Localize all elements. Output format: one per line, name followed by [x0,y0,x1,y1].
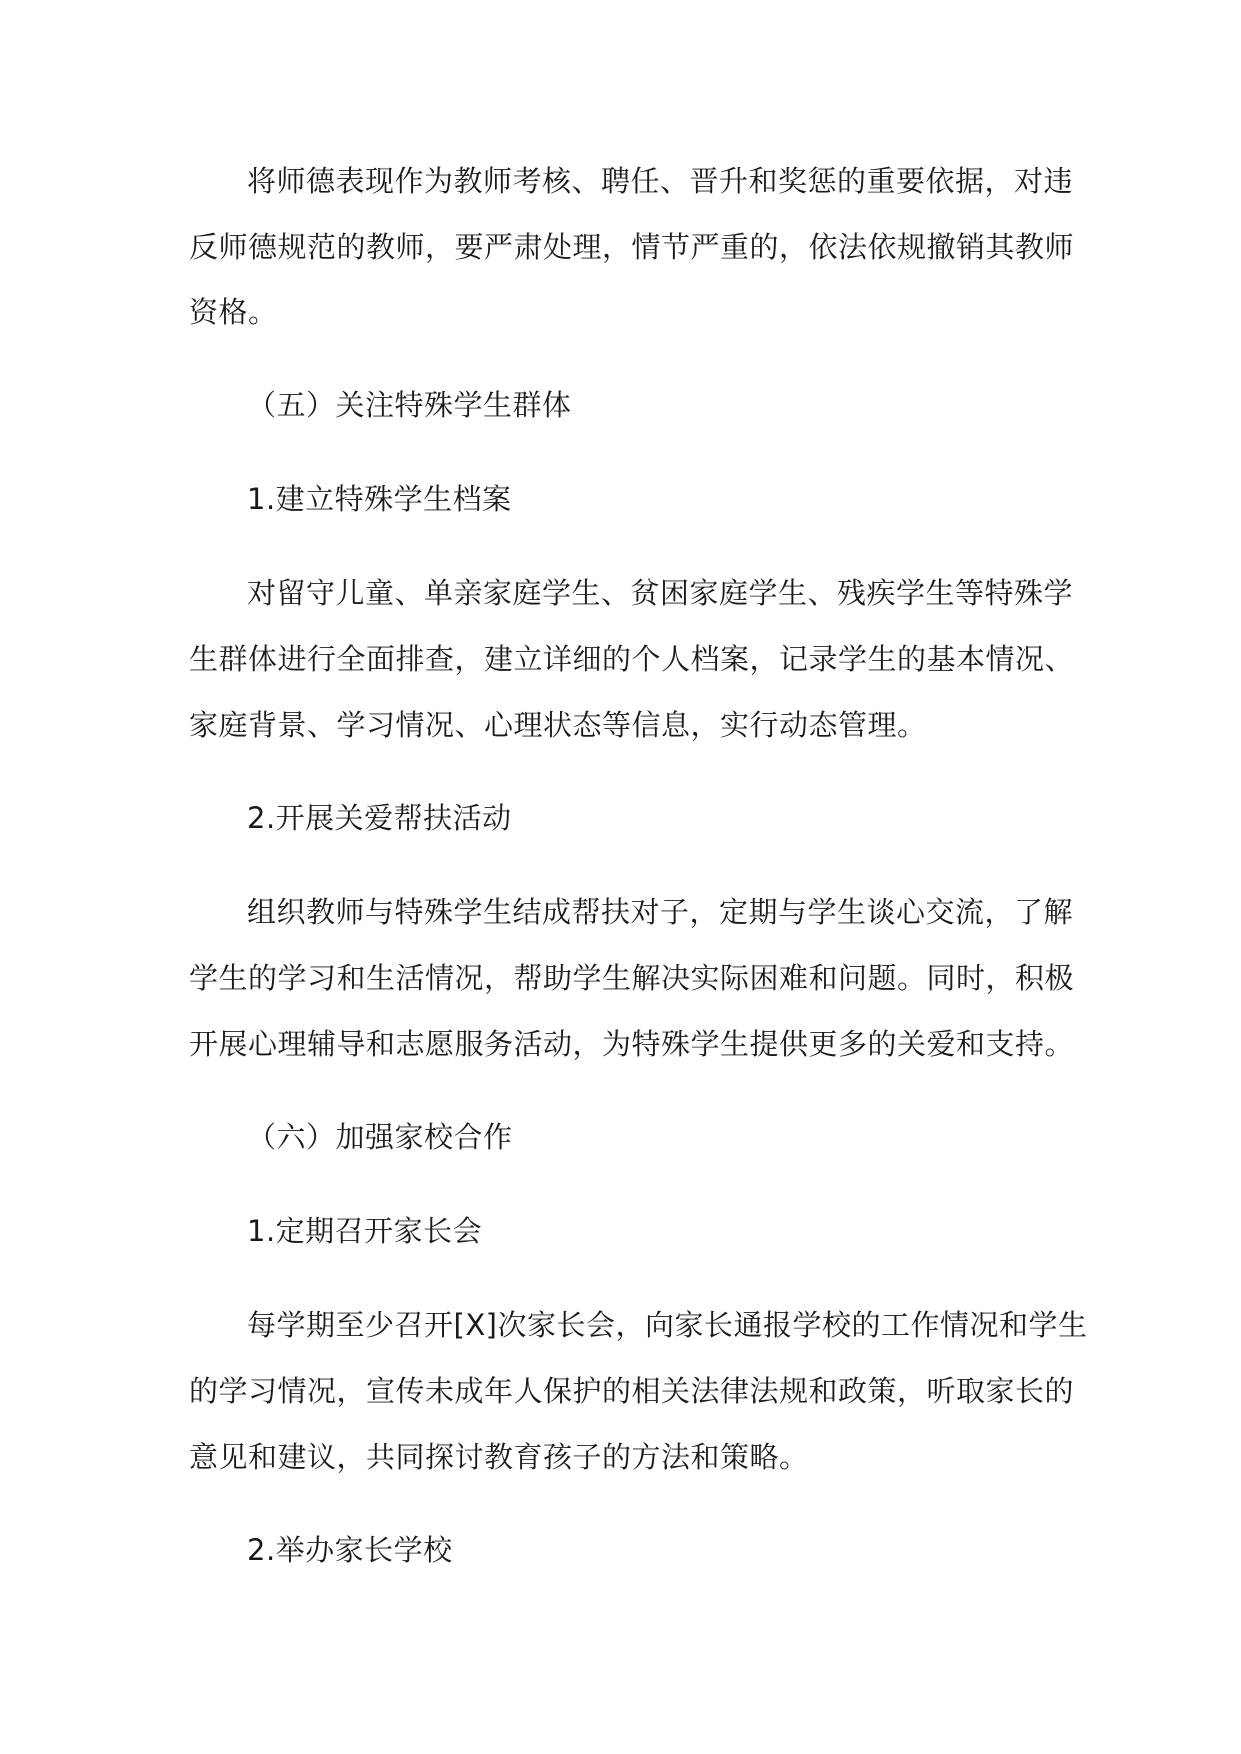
paragraph-line: 将师德表现作为教师考核、聘任、晋升和奖惩的重要依据，对违 [247,164,1074,198]
paragraph-line: 资格。 [189,295,278,329]
paragraph-line: 的学习情况，宣传未成年人保护的相关法律法规和政策，听取家长的 [189,1374,1075,1408]
subsection-heading: 2.举办家长学校 [247,1533,453,1567]
paragraph-line: 反师德规范的教师，要严肃处理，情节严重的，依法依规撤销其教师 [189,230,1075,264]
subsection-heading: 1.建立特殊学生档案 [247,482,512,516]
section-heading: （六）加强家校合作 [247,1120,513,1154]
subsection-heading: 1.定期召开家长会 [247,1214,483,1248]
paragraph-line: 意见和建议，共同探讨教育孩子的方法和策略。 [189,1440,809,1474]
paragraph-line: 组织教师与特殊学生结成帮扶对子，定期与学生谈心交流，了解 [247,895,1074,929]
subsection-heading: 2.开展关爱帮扶活动 [247,801,512,835]
paragraph-line: 家庭背景、学习情况、心理状态等信息，实行动态管理。 [189,708,927,742]
paragraph-line: 学生的学习和生活情况，帮助学生解决实际困难和问题。同时，积极 [189,961,1075,995]
paragraph-line: 对留守儿童、单亲家庭学生、贫困家庭学生、残疾学生等特殊学 [247,576,1074,610]
paragraph-line: 生群体进行全面排查，建立详细的个人档案，记录学生的基本情况、 [189,642,1075,676]
paragraph-line: 开展心理辅导和志愿服务活动，为特殊学生提供更多的关爱和支持。 [189,1027,1075,1061]
paragraph-line: 每学期至少召开[X]次家长会，向家长通报学校的工作情况和学生 [247,1308,1088,1342]
section-heading: （五）关注特殊学生群体 [247,388,572,422]
